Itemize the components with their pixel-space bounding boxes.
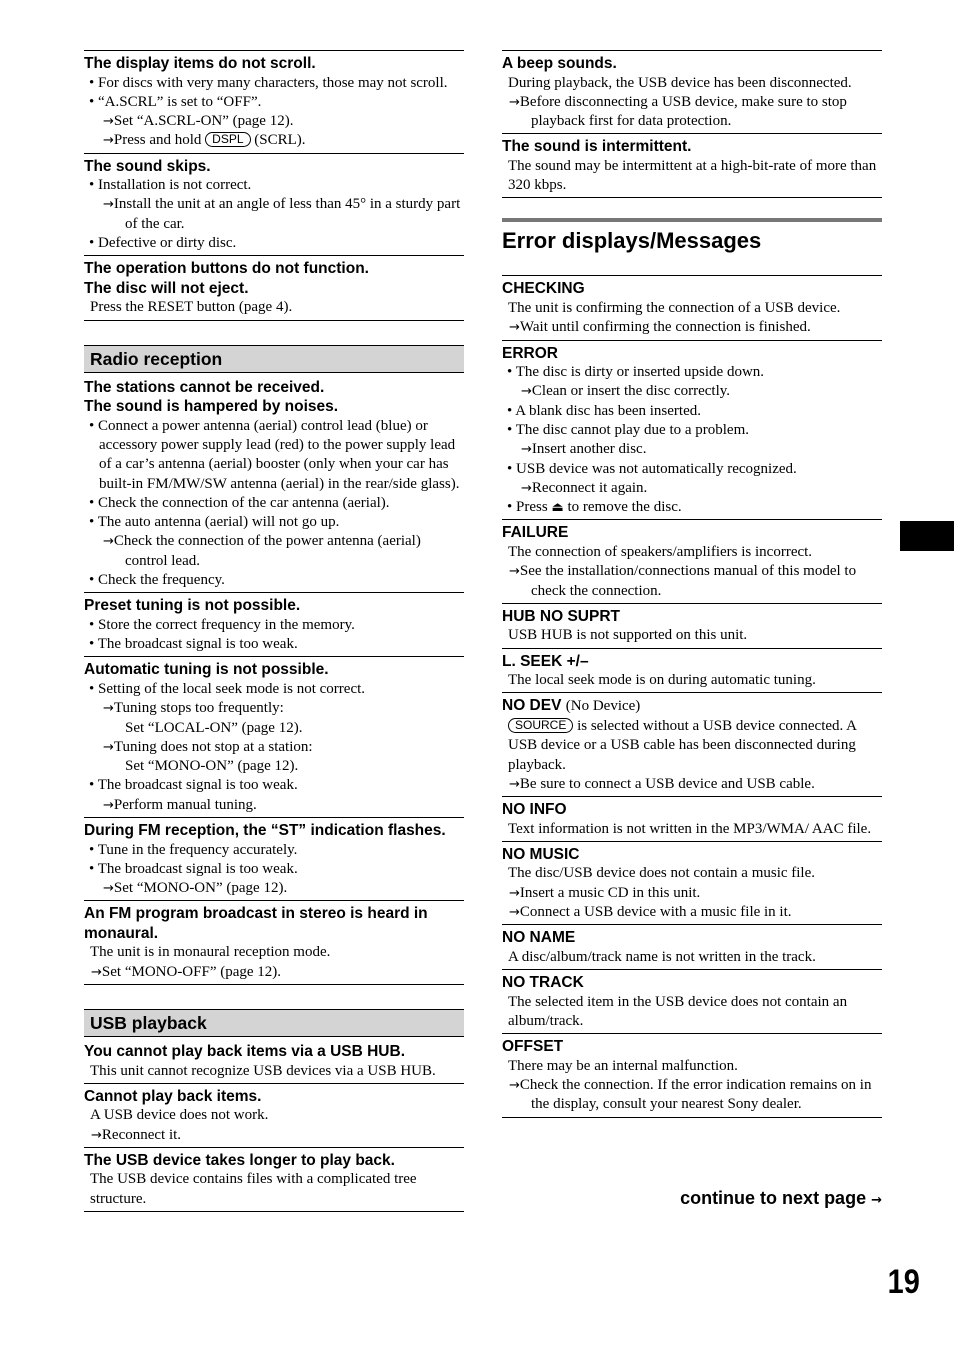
troubleshoot-stations <box>84 375 464 593</box>
remedy-item: →Reconnect it. <box>91 1126 182 1143</box>
msg-no-track <box>502 969 882 1033</box>
message-code: ERROR <box>502 344 558 362</box>
arrow-icon: → <box>521 384 532 400</box>
msg-no-music <box>502 841 882 924</box>
troubleshoot-usb-slow <box>84 1147 464 1212</box>
remedy-item: →Set “MONO-OFF” (page 12). <box>91 963 282 980</box>
arrow-icon: → <box>871 1193 882 1208</box>
arrow-icon: → <box>509 885 520 901</box>
troubleshoot-auto-tuning <box>84 656 464 817</box>
section-title-radio: Radio reception <box>84 345 464 373</box>
message-code: FAILURE <box>502 524 569 542</box>
paragraph: The disc/USB device does not contain a music file. <box>508 865 816 882</box>
continue-next-page: continue to next page → <box>680 1188 882 1208</box>
block-heading: The disc will not eject. <box>84 279 249 297</box>
paragraph: The sound may be intermittent at a high-bit-rate of more than 320 kbps. <box>508 157 877 194</box>
paragraph: USB HUB is not supported on this unit. <box>508 627 748 644</box>
paragraph: A disc/album/track name is not written in the track. <box>508 948 816 965</box>
remedy-item: →Check the connection. If the error indication remains on in the display, consult your nearest Sony dealer. <box>509 1077 872 1113</box>
bullet-item: • A blank disc has been inserted. <box>507 402 701 419</box>
arrow-icon: → <box>103 133 114 149</box>
msg-no-info <box>502 796 882 841</box>
msg-l-seek <box>502 648 882 693</box>
troubleshoot-sound-skips <box>84 153 464 256</box>
arrow-icon: → <box>509 776 520 792</box>
bullet-item: • Check the connection of the car antenna (aerial). <box>89 494 390 511</box>
remedy-item: →Reconnect it again. <box>521 479 648 496</box>
remedy-item: →Before disconnecting a USB device, make sure to stop playback first for data protection. <box>509 93 847 130</box>
block-heading: A beep sounds. <box>502 55 617 72</box>
paragraph: The selected item in the USB device does not contain an album/track. <box>508 993 848 1029</box>
arrow-icon: → <box>103 797 114 813</box>
troubleshoot-buttons <box>84 255 464 320</box>
block-heading: You cannot play back items via a USB HUB. <box>84 1043 405 1060</box>
bullet-item: • Check the frequency. <box>89 572 225 589</box>
paragraph: The unit is in monaural reception mode. <box>90 944 331 961</box>
bullet-item: • The disc is dirty or inserted upside down. <box>507 364 765 381</box>
message-code: CHECKING <box>502 280 585 298</box>
msg-hub-no-suprt <box>502 603 882 648</box>
bullet-item: • The broadcast signal is too weak. <box>89 860 298 877</box>
arrow-icon: → <box>103 739 114 755</box>
arrow-icon: → <box>509 905 520 921</box>
bullet-item: • For discs with very many characters, those may not scroll. <box>89 74 448 91</box>
troubleshoot-monaural <box>84 900 464 985</box>
bullet-item: • Installation is not correct. <box>89 177 252 194</box>
troubleshoot-cannot-play <box>84 1083 464 1147</box>
message-code: HUB NO SUPRT <box>502 607 620 625</box>
chapter-tab-marker <box>900 521 954 551</box>
section-title-errors: Error displays/Messages <box>502 228 762 254</box>
bullet-item: • The broadcast signal is too weak. <box>89 636 298 653</box>
block-heading: An FM program broadcast in stereo is heard in monaural. <box>84 905 428 942</box>
paragraph: Press the RESET button (page 4). <box>90 299 293 316</box>
bullet-item: • “A.SCRL” is set to “OFF”. <box>89 93 262 110</box>
remedy-item: →Connect a USB device with a music file in it. <box>509 904 792 921</box>
arrow-icon: → <box>91 964 102 980</box>
paragraph: The unit is confirming the connection of a USB device. <box>508 299 841 316</box>
page-number: 19 <box>887 1263 920 1301</box>
remedy-item: →Press and hold DSPL (SCRL). <box>103 132 306 149</box>
remedy-item: →Set “A.SCRL-ON” (page 12). <box>103 113 294 130</box>
arrow-icon: → <box>509 94 520 110</box>
troubleshoot-st-flashes <box>84 817 464 900</box>
remedy-item: →See the installation/connections manual of this model to check the connection. <box>509 563 857 599</box>
arrow-icon: → <box>91 1127 102 1143</box>
error-section-header <box>502 218 882 276</box>
remedy-item: →Set “MONO-ON” (page 12). <box>103 880 288 897</box>
bullet-item: • Setting of the local seek mode is not correct. <box>89 680 366 697</box>
bullet-item: • Store the correct frequency in the memory. <box>89 616 355 633</box>
message-code: NO NAME <box>502 929 576 947</box>
msg-checking <box>502 276 882 339</box>
block-heading: The operation buttons do not function. <box>84 260 369 278</box>
bullet-item: • Connect a power antenna (aerial) control lead (blue) or accessory power supply lead (red) to the power supply lead of a car’s antenna (aerial) booster (only when your car has built-in FM/MW/SW antenna (aerial) in the rear/side glass). <box>89 417 460 492</box>
msg-no-dev <box>502 692 882 796</box>
block-heading: Cannot play back items. <box>84 1087 262 1105</box>
arrow-icon: → <box>509 320 520 336</box>
arrow-icon: → <box>521 442 532 458</box>
remedy-item: →Clean or insert the disc correctly. <box>521 383 731 400</box>
troubleshoot-display-scroll <box>84 50 464 153</box>
remedy-item: →Insert another disc. <box>521 441 647 458</box>
block-heading: The USB device takes longer to play back. <box>84 1151 395 1169</box>
bullet-item: • Defective or dirty disc. <box>89 235 237 252</box>
troubleshoot-preset-tuning <box>84 592 464 656</box>
section-title-usb: USB playback <box>84 1009 464 1037</box>
bullet-item: • Tune in the frequency accurately. <box>89 841 298 858</box>
block-heading: The stations cannot be received. <box>84 378 325 396</box>
remedy-item: →Be sure to connect a USB device and USB cable. <box>509 775 815 792</box>
block-heading: The sound skips. <box>84 157 211 175</box>
paragraph: During playback, the USB device has been disconnected. <box>508 74 852 91</box>
paragraph: There may be an internal malfunction. <box>508 1057 738 1074</box>
remedy-subitem: Set “LOCAL-ON” (page 12). <box>125 719 303 736</box>
dspl-key: DSPL <box>205 132 250 147</box>
block-heading: The sound is hampered by noises. <box>84 398 339 416</box>
arrow-icon: → <box>103 114 114 130</box>
right-column <box>502 50 882 1118</box>
paragraph: A USB device does not work. <box>90 1107 269 1124</box>
remedy-item: →Tuning stops too frequently: <box>103 700 284 717</box>
block-heading: Automatic tuning is not possible. <box>84 661 329 679</box>
bullet-item: • Press ⏏ to remove the disc. <box>507 499 682 516</box>
remedy-item: →Tuning does not stop at a station: <box>103 738 313 755</box>
bullet-item: • USB device was not automatically recognized. <box>507 460 797 477</box>
troubleshoot-intermittent <box>502 133 882 198</box>
msg-failure <box>502 519 882 602</box>
message-code: NO INFO <box>502 801 567 819</box>
remedy-item: →Perform manual tuning. <box>103 796 257 813</box>
msg-offset <box>502 1033 882 1117</box>
paragraph: The connection of speakers/amplifiers is incorrect. <box>508 543 813 560</box>
block-heading: The display items do not scroll. <box>84 55 316 72</box>
left-column <box>84 50 464 1212</box>
message-code: L. SEEK +/– <box>502 652 589 670</box>
paragraph: The local seek mode is on during automatic tuning. <box>508 672 816 689</box>
message-code: NO MUSIC <box>502 845 580 863</box>
bullet-item: • The broadcast signal is too weak. <box>89 777 298 794</box>
remedy-item: →Insert a music CD in this unit. <box>509 884 701 901</box>
remedy-subitem: Set “MONO-ON” (page 12). <box>125 758 299 775</box>
arrow-icon: → <box>509 1078 520 1093</box>
msg-no-name <box>502 924 882 969</box>
arrow-icon: → <box>103 701 114 717</box>
remedy-item: →Check the connection of the power antenna (aerial) control lead. <box>103 533 421 569</box>
arrow-icon: → <box>103 534 114 550</box>
arrow-icon: → <box>103 881 114 897</box>
bullet-item: • The auto antenna (aerial) will not go up. <box>89 514 340 531</box>
remedy-item: →Install the unit at an angle of less than 45° in a sturdy part of the car. <box>103 196 461 232</box>
message-code: OFFSET <box>502 1038 564 1056</box>
remedy-item: →Wait until confirming the connection is finished. <box>509 319 811 336</box>
arrow-icon: → <box>103 197 114 213</box>
msg-error <box>502 340 882 520</box>
eject-icon: ⏏ <box>551 500 564 516</box>
troubleshoot-usb-hub <box>84 1039 464 1083</box>
message-code: NO TRACK <box>502 974 584 992</box>
arrow-icon: → <box>509 564 520 580</box>
troubleshoot-beep <box>502 50 882 133</box>
block-heading: Preset tuning is not possible. <box>84 597 301 615</box>
message-code: NO DEV (No Device) <box>502 697 641 715</box>
block-heading: During FM reception, the “ST” indication flashes. <box>84 822 446 840</box>
paragraph: Text information is not written in the MP3/WMA/ AAC file. <box>508 820 872 837</box>
arrow-icon: → <box>521 480 532 496</box>
bullet-item: • The disc cannot play due to a problem. <box>507 421 750 438</box>
paragraph: This unit cannot recognize USB devices via a USB HUB. <box>90 1062 436 1079</box>
block-heading: The sound is intermittent. <box>502 138 692 156</box>
paragraph: The USB device contains files with a complicated tree structure. <box>90 1171 417 1207</box>
paragraph: SOURCE is selected without a USB device connected. A USB device or a USB cable has been disconnected during playback. <box>508 717 857 773</box>
source-key: SOURCE <box>508 718 573 733</box>
